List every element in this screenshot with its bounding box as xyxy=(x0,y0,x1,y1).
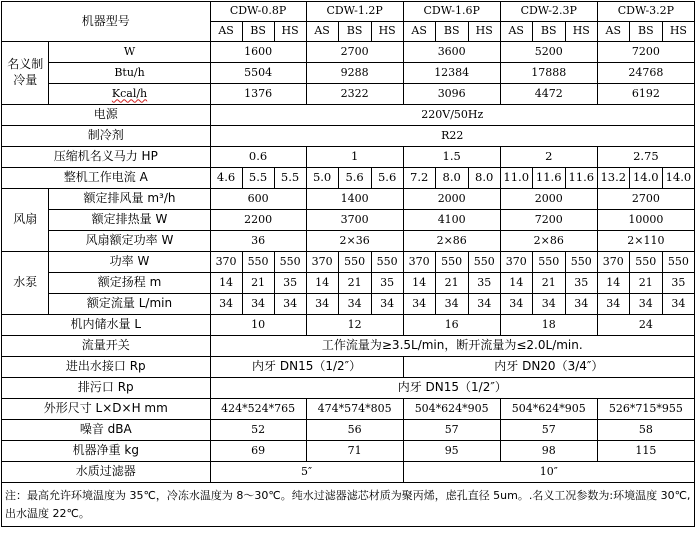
cooling-value: 1600 xyxy=(210,42,306,63)
fan-category: 风扇 xyxy=(2,189,49,252)
compressor-value: 1 xyxy=(306,147,403,168)
cooling-row-kcal xyxy=(2,84,695,105)
filter-value-large: 10″ xyxy=(403,462,694,483)
storage-row xyxy=(2,315,695,336)
dimensions-row xyxy=(2,399,695,420)
dimensions-label: 外形尺寸 L×D×H mm xyxy=(2,399,211,420)
noise-row xyxy=(2,420,695,441)
drain-value: 内牙 DN15（1/2″） xyxy=(210,378,694,399)
variant-label: HS xyxy=(274,22,306,42)
weight-value: 69 xyxy=(210,441,306,462)
pump-value: 370 xyxy=(210,252,242,273)
storage-value: 18 xyxy=(500,315,597,336)
pump-value: 550 xyxy=(468,252,500,273)
fan-value: 600 xyxy=(210,189,306,210)
variant-label: AS xyxy=(306,22,338,42)
current-value: 11.0 xyxy=(500,168,532,189)
model-name: CDW-1.2P xyxy=(306,2,403,22)
drain-row xyxy=(2,378,695,399)
pump-value: 550 xyxy=(662,252,694,273)
current-value: 5.6 xyxy=(338,168,371,189)
pump-value: 14 xyxy=(210,273,242,294)
fan-row-power xyxy=(2,231,695,252)
noise-value: 58 xyxy=(597,420,694,441)
variant-label: AS xyxy=(597,22,629,42)
header-model-row xyxy=(2,2,695,22)
footnote: 注：最高允许环境温度为 35℃，冷冻水温度为 8～30℃。纯水过滤器滤芯材质为聚丙烯，虑孔直径 5um。.名义工况参数为:环境温度 30℃,出水温度 22℃。 xyxy=(2,483,695,527)
fan-value: 3700 xyxy=(306,210,403,231)
pump-value: 370 xyxy=(306,252,338,273)
fan-value: 2×86 xyxy=(403,231,500,252)
pump-value: 35 xyxy=(662,273,694,294)
cooling-unit xyxy=(49,84,210,105)
cooling-value: 12384 xyxy=(403,63,500,84)
variant-label: BS xyxy=(629,22,662,42)
storage-label: 机内储水量 L xyxy=(2,315,211,336)
noise-value: 57 xyxy=(403,420,500,441)
flow-switch-label: 流量开关 xyxy=(2,336,211,357)
pump-row-power xyxy=(2,252,695,273)
pump-value: 550 xyxy=(629,252,662,273)
pump-value: 21 xyxy=(435,273,468,294)
pump-value: 14 xyxy=(500,273,532,294)
weight-value: 115 xyxy=(597,441,694,462)
current-value: 5.5 xyxy=(274,168,306,189)
pump-value: 34 xyxy=(662,294,694,315)
flow-switch-row xyxy=(2,336,695,357)
noise-value: 52 xyxy=(210,420,306,441)
pump-value: 14 xyxy=(403,273,435,294)
pump-value: 34 xyxy=(274,294,306,315)
weight-value: 71 xyxy=(306,441,403,462)
storage-value: 12 xyxy=(306,315,403,336)
dimensions-value: 474*574*805 xyxy=(306,399,403,420)
pump-value: 370 xyxy=(597,252,629,273)
weight-value: 95 xyxy=(403,441,500,462)
cooling-value: 5504 xyxy=(210,63,306,84)
model-name: CDW-1.6P xyxy=(403,2,500,22)
model-header: 机器型号 xyxy=(2,2,211,42)
fan-value: 2700 xyxy=(597,189,694,210)
fan-row-label: 额定排风量 m³/h xyxy=(49,189,210,210)
inlet-value-large: 内牙 DN20（3/4″） xyxy=(403,357,694,378)
variant-label: BS xyxy=(242,22,274,42)
weight-value: 98 xyxy=(500,441,597,462)
compressor-row xyxy=(2,147,695,168)
fan-value: 2×36 xyxy=(306,231,403,252)
current-value: 5.6 xyxy=(371,168,403,189)
compressor-value: 2.75 xyxy=(597,147,694,168)
noise-label: 噪音 dBA xyxy=(2,420,211,441)
storage-value: 16 xyxy=(403,315,500,336)
current-label: 整机工作电流 A xyxy=(2,168,211,189)
noise-value: 57 xyxy=(500,420,597,441)
noise-value: 56 xyxy=(306,420,403,441)
cooling-value: 3600 xyxy=(403,42,500,63)
pump-value: 34 xyxy=(565,294,597,315)
pump-value: 34 xyxy=(468,294,500,315)
pump-value: 14 xyxy=(306,273,338,294)
pump-value: 34 xyxy=(597,294,629,315)
power-row xyxy=(2,105,695,126)
pump-value: 34 xyxy=(306,294,338,315)
cooling-value: 2322 xyxy=(306,84,403,105)
pump-row-label: 功率 W xyxy=(49,252,210,273)
storage-value: 10 xyxy=(210,315,306,336)
variant-label: HS xyxy=(662,22,694,42)
pump-value: 21 xyxy=(629,273,662,294)
model-name: CDW-0.8P xyxy=(210,2,306,22)
cooling-value: 5200 xyxy=(500,42,597,63)
pump-value: 34 xyxy=(500,294,532,315)
pump-value: 21 xyxy=(338,273,371,294)
filter-row xyxy=(2,462,695,483)
pump-value: 34 xyxy=(532,294,565,315)
pump-value: 550 xyxy=(532,252,565,273)
cooling-value: 24768 xyxy=(597,63,694,84)
cooling-unit-text: Kcal/h xyxy=(111,86,148,100)
current-value: 4.6 xyxy=(210,168,242,189)
pump-value: 34 xyxy=(338,294,371,315)
pump-value: 35 xyxy=(274,273,306,294)
inlet-label: 进出水接口 Rp xyxy=(2,357,211,378)
pump-value: 34 xyxy=(371,294,403,315)
cooling-unit: W xyxy=(49,42,210,63)
pump-value: 550 xyxy=(435,252,468,273)
model-name: CDW-2.3P xyxy=(500,2,597,22)
variant-label: AS xyxy=(210,22,242,42)
cooling-value: 1376 xyxy=(210,84,306,105)
pump-value: 34 xyxy=(435,294,468,315)
pump-value: 550 xyxy=(371,252,403,273)
pump-value: 370 xyxy=(500,252,532,273)
weight-label: 机器净重 kg xyxy=(2,441,211,462)
fan-value: 2×86 xyxy=(500,231,597,252)
current-value: 7.2 xyxy=(403,168,435,189)
fan-row-label: 额定排热量 W xyxy=(49,210,210,231)
fan-row-airflow xyxy=(2,189,695,210)
refrigerant-row xyxy=(2,126,695,147)
variant-label: AS xyxy=(500,22,532,42)
inlet-row xyxy=(2,357,695,378)
pump-value: 550 xyxy=(338,252,371,273)
fan-value: 2×110 xyxy=(597,231,694,252)
cooling-value: 7200 xyxy=(597,42,694,63)
fan-value: 1400 xyxy=(306,189,403,210)
compressor-value: 1.5 xyxy=(403,147,500,168)
current-value: 11.6 xyxy=(532,168,565,189)
compressor-label: 压缩机名义马力 HP xyxy=(2,147,211,168)
cooling-value: 6192 xyxy=(597,84,694,105)
pump-value: 34 xyxy=(629,294,662,315)
current-value: 5.5 xyxy=(242,168,274,189)
drain-label: 排污口 Rp xyxy=(2,378,211,399)
pump-value: 35 xyxy=(468,273,500,294)
filter-value-small: 5″ xyxy=(210,462,403,483)
fan-value: 2000 xyxy=(500,189,597,210)
current-value: 8.0 xyxy=(435,168,468,189)
fan-value: 2200 xyxy=(210,210,306,231)
variant-label: HS xyxy=(468,22,500,42)
power-value: 220V/50Hz xyxy=(210,105,694,126)
fan-value: 2000 xyxy=(403,189,500,210)
pump-row-label: 额定扬程 m xyxy=(49,273,210,294)
dimensions-value: 424*524*765 xyxy=(210,399,306,420)
cooling-category: 名义制冷量 xyxy=(2,42,49,105)
cooling-value: 3096 xyxy=(403,84,500,105)
pump-value: 370 xyxy=(403,252,435,273)
current-row xyxy=(2,168,695,189)
compressor-value: 0.6 xyxy=(210,147,306,168)
fan-value: 10000 xyxy=(597,210,694,231)
pump-value: 34 xyxy=(210,294,242,315)
pump-value: 21 xyxy=(532,273,565,294)
inlet-value-small: 内牙 DN15（1/2″） xyxy=(210,357,403,378)
cooling-value: 2700 xyxy=(306,42,403,63)
fan-row-label: 风扇额定功率 W xyxy=(49,231,210,252)
weight-row xyxy=(2,441,695,462)
current-value: 11.6 xyxy=(565,168,597,189)
pump-value: 21 xyxy=(242,273,274,294)
pump-value: 550 xyxy=(565,252,597,273)
pump-value: 550 xyxy=(242,252,274,273)
pump-value: 14 xyxy=(597,273,629,294)
cooling-row-btu xyxy=(2,63,695,84)
variant-label: BS xyxy=(338,22,371,42)
pump-category: 水泵 xyxy=(2,252,49,315)
cooling-value: 17888 xyxy=(500,63,597,84)
pump-value: 34 xyxy=(403,294,435,315)
variant-label: HS xyxy=(371,22,403,42)
current-value: 14.0 xyxy=(629,168,662,189)
current-value: 8.0 xyxy=(468,168,500,189)
spec-table xyxy=(1,1,695,527)
storage-value: 24 xyxy=(597,315,694,336)
pump-row-flow xyxy=(2,294,695,315)
pump-row-label: 额定流量 L/min xyxy=(49,294,210,315)
flow-switch-value: 工作流量为≥3.5L/min，断开流量为≤2.0L/min. xyxy=(210,336,694,357)
power-label: 电源 xyxy=(2,105,211,126)
dimensions-value: 504*624*905 xyxy=(500,399,597,420)
filter-label: 水质过滤器 xyxy=(2,462,211,483)
fan-row-heat xyxy=(2,210,695,231)
variant-label: HS xyxy=(565,22,597,42)
refrigerant-value: R22 xyxy=(210,126,694,147)
fan-value: 36 xyxy=(210,231,306,252)
current-value: 13.2 xyxy=(597,168,629,189)
cooling-value: 4472 xyxy=(500,84,597,105)
cooling-value: 9288 xyxy=(306,63,403,84)
cooling-unit: Btu/h xyxy=(49,63,210,84)
fan-value: 4100 xyxy=(403,210,500,231)
variant-label: BS xyxy=(532,22,565,42)
current-value: 14.0 xyxy=(662,168,694,189)
pump-value: 34 xyxy=(242,294,274,315)
pump-row-head xyxy=(2,273,695,294)
fan-value: 7200 xyxy=(500,210,597,231)
pump-value: 35 xyxy=(371,273,403,294)
pump-value: 550 xyxy=(274,252,306,273)
current-value: 5.0 xyxy=(306,168,338,189)
pump-value: 35 xyxy=(565,273,597,294)
note-row xyxy=(2,483,695,527)
dimensions-value: 504*624*905 xyxy=(403,399,500,420)
cooling-row-w xyxy=(2,42,695,63)
dimensions-value: 526*715*955 xyxy=(597,399,694,420)
variant-label: BS xyxy=(435,22,468,42)
refrigerant-label: 制冷剂 xyxy=(2,126,211,147)
model-name: CDW-3.2P xyxy=(597,2,694,22)
compressor-value: 2 xyxy=(500,147,597,168)
variant-label: AS xyxy=(403,22,435,42)
